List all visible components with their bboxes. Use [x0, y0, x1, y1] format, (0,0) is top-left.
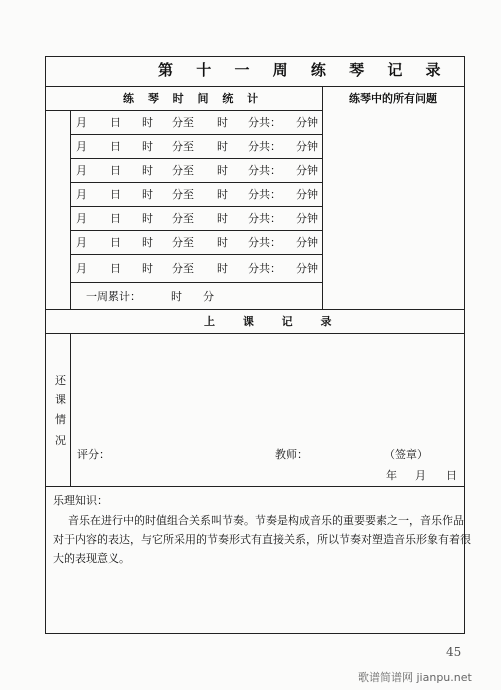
minute-total-label: 分共： — [248, 236, 281, 249]
return-lesson-column-divider — [70, 333, 71, 486]
practice-row-divider — [70, 254, 322, 255]
page-number: 45 — [446, 645, 462, 659]
return-lesson-char: 况 — [55, 434, 66, 447]
score-label: 评分： — [77, 448, 110, 461]
return-lesson-char: 还 — [55, 374, 66, 387]
minute-to-label: 分至 — [172, 164, 194, 177]
day-label: 日 — [110, 116, 121, 129]
minute-unit-label: 分钟 — [296, 116, 318, 129]
day-label: 日 — [110, 164, 121, 177]
minute-unit-label: 分钟 — [296, 262, 318, 275]
date-month-label: 月 — [415, 469, 426, 482]
month-label: 月 — [76, 140, 87, 153]
hour-label: 时 — [142, 116, 153, 129]
minute-unit-label: 分钟 — [296, 236, 318, 249]
minute-to-label: 分至 — [172, 212, 194, 225]
practice-stats-header: 练 琴 时 间 统 计 — [123, 92, 264, 105]
month-label: 月 — [76, 212, 87, 225]
title-divider — [45, 86, 465, 87]
month-label: 月 — [76, 164, 87, 177]
practice-row-divider — [70, 182, 322, 183]
month-label: 月 — [76, 262, 87, 275]
minute-total-label: 分共： — [248, 262, 281, 275]
minute-unit-label: 分钟 — [296, 212, 318, 225]
problems-column-divider — [322, 86, 323, 309]
problems-header: 练琴中的所有问题 — [349, 92, 437, 105]
date-year-label: 年 — [386, 469, 397, 482]
date-day-label: 日 — [446, 469, 457, 482]
minute-total-label: 分共： — [248, 188, 281, 201]
month-label: 月 — [76, 188, 87, 201]
lesson-record-header: 上 课 记 录 — [204, 315, 344, 328]
minute-unit-label: 分钟 — [296, 188, 318, 201]
hour2-label: 时 — [217, 164, 228, 177]
minute-unit-label: 分钟 — [296, 164, 318, 177]
theory-line: 大的表现意义。 — [53, 552, 130, 565]
minute-to-label: 分至 — [172, 262, 194, 275]
practice-row-divider — [70, 230, 322, 231]
lesson-section-bottom — [45, 486, 465, 487]
minute-to-label: 分至 — [172, 236, 194, 249]
practice-inner-left-border — [70, 110, 71, 309]
hour-label: 时 — [142, 164, 153, 177]
theory-line: 对于内容的表达，与它所采用的节奏形式有直接关系，所以节奏对塑造音乐形象有着很 — [53, 533, 471, 546]
minute-unit-label: 分钟 — [296, 140, 318, 153]
day-label: 日 — [110, 236, 121, 249]
page-title: 第 十 一 周 练 琴 记 录 — [158, 61, 450, 79]
theory-line: 音乐在进行中的时值组合关系叫节奏。节奏是构成音乐的重要要素之一，音乐作品 — [68, 514, 464, 527]
minute-total-label: 分共： — [248, 164, 281, 177]
minute-total-label: 分共： — [248, 212, 281, 225]
teacher-label: 教师： — [275, 448, 308, 461]
theory-title: 乐理知识： — [53, 494, 108, 507]
lesson-header-bottom — [45, 333, 465, 334]
practice-row-divider — [70, 134, 322, 135]
return-lesson-char: 课 — [55, 393, 66, 406]
hour-label: 时 — [142, 188, 153, 201]
practice-row-divider — [70, 206, 322, 207]
hour2-label: 时 — [217, 116, 228, 129]
day-label: 日 — [110, 140, 121, 153]
hour2-label: 时 — [217, 236, 228, 249]
day-label: 日 — [110, 262, 121, 275]
hour-label: 时 — [142, 236, 153, 249]
weekly-total-minute-label: 分 — [203, 290, 214, 303]
return-lesson-char: 情 — [55, 413, 66, 426]
hour2-label: 时 — [217, 212, 228, 225]
weekly-total-hour-label: 时 — [171, 290, 182, 303]
hour2-label: 时 — [217, 140, 228, 153]
minute-to-label: 分至 — [172, 188, 194, 201]
signature-label: （签章） — [384, 448, 428, 461]
table-top-border — [45, 56, 465, 57]
minute-total-label: 分共： — [248, 140, 281, 153]
practice-row-divider — [70, 282, 322, 283]
hour2-label: 时 — [217, 262, 228, 275]
weekly-total-label: 一周累计： — [86, 290, 141, 303]
practice-section-bottom — [45, 309, 465, 310]
month-label: 月 — [76, 236, 87, 249]
minute-to-label: 分至 — [172, 116, 194, 129]
hour-label: 时 — [142, 212, 153, 225]
month-label: 月 — [76, 116, 87, 129]
day-label: 日 — [110, 188, 121, 201]
hour-label: 时 — [142, 140, 153, 153]
table-left-border — [45, 56, 46, 634]
table-bottom-border — [45, 633, 465, 634]
hour-label: 时 — [142, 262, 153, 275]
header-divider — [45, 110, 322, 111]
minute-total-label: 分共： — [248, 116, 281, 129]
day-label: 日 — [110, 212, 121, 225]
hour2-label: 时 — [217, 188, 228, 201]
footer-watermark: 歌谱简谱网 jianpu.net — [358, 671, 472, 684]
minute-to-label: 分至 — [172, 140, 194, 153]
practice-row-divider — [70, 158, 322, 159]
